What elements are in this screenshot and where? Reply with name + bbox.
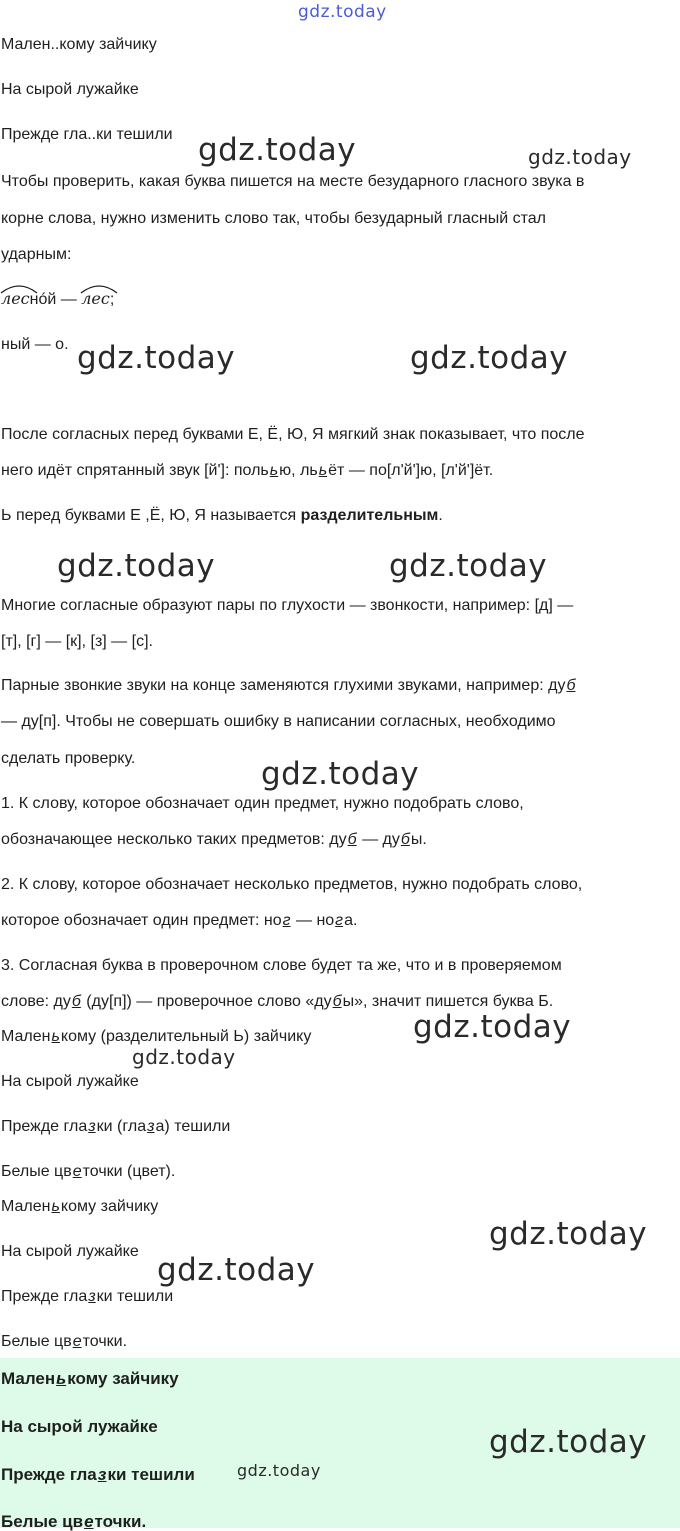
highlight-letter: ь xyxy=(269,462,279,479)
watermark: gdz.today xyxy=(528,145,632,169)
watermark: gdz.today xyxy=(77,340,236,376)
poem-line: Мален..кому зайчику xyxy=(1,36,157,53)
highlight-letter: з xyxy=(88,1288,96,1305)
answer-line: Маленькому зайчику xyxy=(1,1369,179,1388)
highlight-letter: б xyxy=(400,831,410,848)
highlight-letter: з xyxy=(97,1465,107,1484)
rule-text: него идёт спрятанный звук [й']: польью, лььёт — по[л'й']ю, [л'й']ёт. xyxy=(1,462,494,479)
rule-text: После согласных перед буквами Е, Ё, Ю, Я мягкий знак показывает, что после xyxy=(1,426,585,443)
watermark: gdz.today xyxy=(261,756,420,792)
root-word: лес xyxy=(81,290,110,308)
watermark-top[interactable]: gdz.today xyxy=(298,2,387,22)
highlight-letter: б xyxy=(71,993,81,1010)
rule-text: Парные звонкие звуки на конце заменяются глухими звуками, например: дуб xyxy=(1,677,576,694)
highlight-letter: з xyxy=(88,1118,96,1135)
poem-line: Белые цветочки (цвет). xyxy=(1,1163,176,1180)
rule-text: Чтобы проверить, какая буква пишется на месте безударного гласного звука в xyxy=(1,173,585,190)
highlight-letter: б xyxy=(566,677,576,694)
rule-text: которое обозначает один предмет: ног — нога. xyxy=(1,912,358,929)
highlight-letter: ь xyxy=(51,1028,60,1045)
watermark: gdz.today xyxy=(57,548,216,584)
rule-text: слове: дуб (ду[п]) — проверочное слово «дубы», значит пишется буква Б. xyxy=(1,993,554,1010)
answer-line: Белые цветочки. xyxy=(1,1512,147,1531)
poem-line: На сырой лужайке xyxy=(1,1073,139,1090)
poem-line: На сырой лужайке xyxy=(1,81,139,98)
watermark: gdz.today xyxy=(132,1045,236,1069)
highlight-letter: е xyxy=(72,1333,82,1350)
highlight-letter: г xyxy=(282,912,291,929)
highlight-letter: ь xyxy=(56,1369,67,1388)
rule-text: Многие согласные образуют пары по глухости — звонкости, например: [д] — xyxy=(1,597,574,614)
poem-line: Белые цветочки. xyxy=(1,1333,128,1350)
poem-line: Прежде глазки тешили xyxy=(1,1288,174,1305)
poem-line: На сырой лужайке xyxy=(1,1243,139,1260)
rule-text: 1. К слову, которое обозначает один предмет, нужно подобрать слово, xyxy=(1,795,524,812)
rule-text: 3. Согласная буква в проверочном слове будет та же, что и в проверяемом xyxy=(1,957,562,974)
rule-text: корне слова, нужно изменить слово так, чтобы безударный гласный стал xyxy=(1,210,546,227)
rule-text: Ь перед буквами Е ,Ё, Ю, Я называется разделительным. xyxy=(1,507,443,524)
highlight-letter: ь xyxy=(318,462,328,479)
watermark: gdz.today xyxy=(198,132,357,168)
watermark: gdz.today xyxy=(413,1009,572,1045)
poem-line: Маленькому зайчику xyxy=(1,1198,159,1215)
rule-text: ударным: xyxy=(1,246,72,263)
watermark: gdz.today xyxy=(489,1424,648,1460)
bold-term: разделительным xyxy=(300,507,439,524)
answer-line: Прежде глазки тешили xyxy=(1,1465,195,1484)
rule-text: [т], [г] — [к], [з] — [с]. xyxy=(1,633,153,650)
rule-text: сделать проверку. xyxy=(1,750,136,767)
watermark: gdz.today xyxy=(389,548,548,584)
highlight-letter: б xyxy=(332,993,342,1010)
rule-text: обозначающее несколько таких предметов: дуб — дубы. xyxy=(1,831,427,848)
watermark: gdz.today xyxy=(157,1252,316,1288)
watermark: gdz.today xyxy=(237,1461,321,1480)
watermark: gdz.today xyxy=(410,340,569,376)
rule-text: — ду[п]. Чтобы не совершать ошибку в написании согласных, необходимо xyxy=(1,713,556,730)
highlight-letter: з xyxy=(147,1118,155,1135)
answer-line: На сырой лужайке xyxy=(1,1417,158,1436)
watermark: gdz.today xyxy=(489,1216,648,1252)
poem-line: Прежде гла..ки тешили xyxy=(1,126,173,143)
root-example: леснóй — лес; xyxy=(1,290,114,309)
highlight-letter: ь xyxy=(51,1198,60,1215)
highlight-letter: е xyxy=(84,1512,94,1531)
poem-line: Прежде глазки (глаза) тешили xyxy=(1,1118,231,1135)
rule-text: ный — о. xyxy=(1,336,69,353)
poem-line: Маленькому (разделительный Ь) зайчику xyxy=(1,1028,312,1045)
highlight-letter: е xyxy=(72,1163,82,1180)
root-word: лес xyxy=(1,290,30,308)
rule-text: 2. К слову, которое обозначает несколько предметов, нужно подобрать слово, xyxy=(1,876,583,893)
highlight-letter: г xyxy=(335,912,344,929)
highlight-letter: б xyxy=(347,831,357,848)
